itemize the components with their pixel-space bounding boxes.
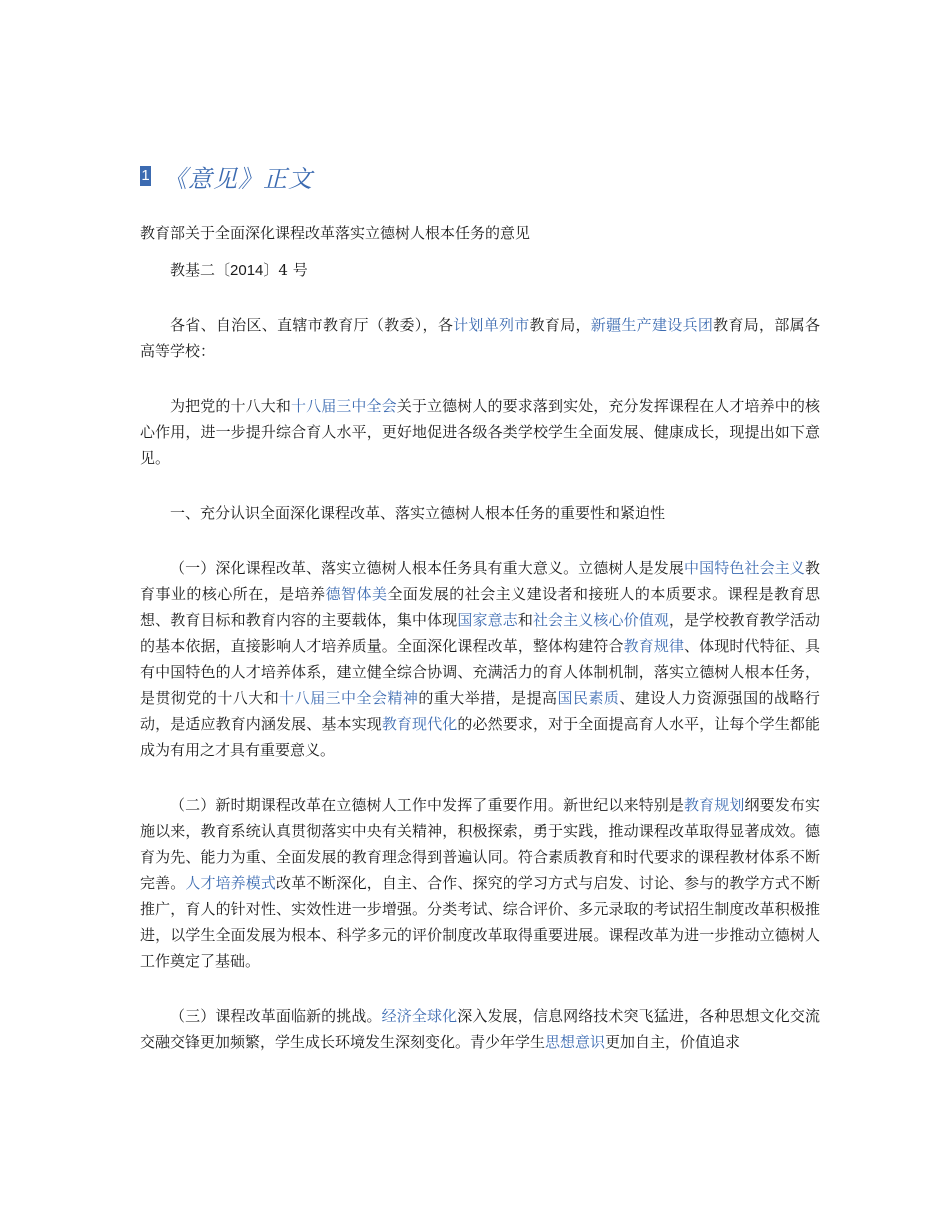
- link-zhongguo-tese-shehuizhuyi[interactable]: 中国特色社会主义: [684, 559, 805, 577]
- link-guojia-yizhi[interactable]: 国家意志: [457, 611, 518, 629]
- para1-text-7: 的重大举措，是提高: [418, 689, 558, 707]
- document-title: 教育部关于全面深化课程改革落实立德树人根本任务的意见: [140, 224, 531, 242]
- para3-text-1: （三）课程改革面临新的挑战。: [170, 1007, 382, 1025]
- addressee-text-2: 教育局，: [529, 316, 591, 334]
- para2-text-3: 改革不断深化，自主、合作、探究的学习方式与启发、讨论、参与的教学方式不断推广，育人的针对性、实效性进一步增强。分类考试、综合评价、多元录取的考试招生制度改革积极推进，以学生全面发展为根本、科学多元的评价制度改革取得重要进展。课程改革为进一步推动立德树人工作奠定了基础。: [140, 874, 820, 970]
- para3-text-3: 更加自主，价值追求: [605, 1033, 741, 1051]
- document-number: [140, 257, 820, 284]
- para2-text-1: （二）新时期课程改革在立德树人工作中发挥了重要作用。新世纪以来特别是: [170, 796, 685, 814]
- addressee-text-1: 各省、自治区、直辖市教育厅（教委），各: [170, 316, 454, 334]
- intro-paragraph: [140, 393, 820, 471]
- para1-text-1: （一）深化课程改革、落实立德树人根本任务具有重大意义。立德树人是发展: [170, 559, 685, 577]
- doc-number-year: 2014: [230, 262, 264, 279]
- intro-text-1: 为把党的十八大和: [170, 397, 291, 415]
- link-jiaoyu-xiandaihua[interactable]: 教育现代化: [381, 715, 458, 733]
- doc-number-suffix: 〕4 号: [263, 261, 308, 279]
- link-de-zhi-ti-mei[interactable]: 德智体美: [325, 585, 388, 603]
- para1-text-9: 的必然要求，对于全面提高育人水平，让每个学生都能成为有用之才具有重要意义。: [140, 715, 820, 759]
- paragraph-one: [140, 555, 820, 763]
- link-xinjiang-bingtuan[interactable]: 新疆生产建设兵团: [590, 316, 714, 334]
- link-sixiang-yishi[interactable]: 思想意识: [545, 1033, 606, 1051]
- para3-text-2: 深入发展，信息网络技术突飞猛进，各种思想文化交流交融交锋更加频繁，学生成长环境发生深刻变化。青少年学生: [140, 1007, 820, 1051]
- link-jiaoyu-guilv[interactable]: 教育规律: [623, 637, 685, 655]
- addressee-text-3: 教育局，部属各高等学校：: [140, 316, 820, 360]
- para1-text-5: ，是学校教育教学活动的基本依据，直接影响人才培养质量。全面深化课程改革，整体构建符合: [140, 611, 820, 655]
- intro-text-2: 关于立德树人的要求落到实处，充分发挥课程在人才培养中的核心作用，进一步提升综合育人水平，更好地促进各级各类学校学生全面发展、健康成长，现提出如下意见。: [140, 397, 820, 467]
- doc-number-prefix: 教基二〔: [170, 261, 231, 279]
- link-jihua-danlie-shi[interactable]: 计划单列市: [453, 316, 530, 334]
- link-shiba-jie-sanzhong[interactable]: 十八届三中全会: [290, 397, 397, 415]
- addressee-paragraph: [140, 312, 820, 364]
- link-sanzhong-quanhui-jingshen[interactable]: 十八届三中全会精神: [279, 689, 419, 707]
- para1-text-2: 教育事业的核心所在，是培养: [140, 559, 820, 603]
- section-one-title: 一、充分认识全面深化课程改革、落实立德树人根本任务的重要性和紧迫性: [170, 504, 666, 522]
- paragraph-two: [140, 792, 820, 974]
- heading-title: 《意见》正文: [163, 164, 313, 193]
- document-page: [140, 158, 820, 1055]
- link-jingji-quanqiuhua[interactable]: 经济全球化: [381, 1007, 458, 1025]
- para1-text-6: 、体现时代特征、具有中国特色的人才培养体系，建立健全综合协调、充满活力的育人体制机制，落实立德树人根本任务，是贯彻党的十八大和: [140, 637, 820, 707]
- para1-text-4: 和: [517, 611, 533, 629]
- section-heading: [140, 158, 820, 194]
- link-jiaoyu-guihua[interactable]: 教育规划: [684, 796, 745, 814]
- heading-number-badge: 1: [141, 167, 150, 184]
- para1-text-3: 全面发展的社会主义建设者和接班人的本质要求。课程是教育思想、教育目标和教育内容的主要载体，集中体现: [140, 585, 820, 629]
- paragraph-three: [140, 1003, 820, 1055]
- link-guomin-suzhi[interactable]: 国民素质: [557, 689, 620, 707]
- link-rencai-peiyang-moshi[interactable]: 人才培养模式: [185, 874, 277, 892]
- para2-text-2: 纲要发布实施以来，教育系统认真贯彻落实中央有关精神，积极探索，勇于实践，推动课程改革取得显著成效。德育为先、能力为重、全面发展的教育理念得到普遍认同。符合素质教育和时代要求的课程教材体系不断完善。: [140, 796, 820, 892]
- para1-text-8: 、建设人力资源强国的战略行动，是适应教育内涵发展、基本实现: [140, 689, 820, 733]
- link-hexin-jiazhiguan[interactable]: 社会主义核心价值观: [532, 611, 669, 629]
